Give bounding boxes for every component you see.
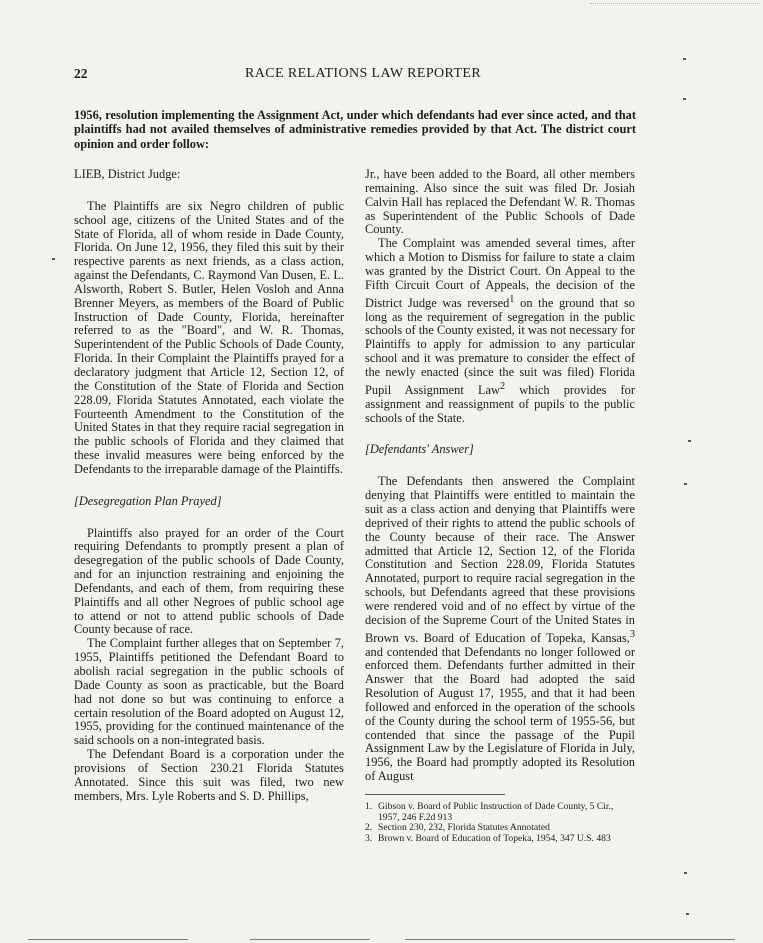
right-column <box>365 168 635 844</box>
right-paragraph-3 <box>365 475 635 784</box>
bottom-scan-line <box>250 939 370 940</box>
right-paragraph-2-text-c: which provides for assignment and reassignment of pupils to the public schools of the State. <box>365 382 635 425</box>
footnote-text: Brown v. Board of Education of Topeka, 1954, 347 U.S. 483 <box>378 832 611 844</box>
scan-speck <box>683 58 686 60</box>
footnote-text: Gibson v. Board of Public Instruction of Dade County, 5 Cir., 1957, 246 F.2d 913 <box>378 800 614 823</box>
footnote-ref-1: 1 <box>509 293 515 305</box>
footnote-rule <box>365 794 505 795</box>
footnotes-list <box>365 802 635 844</box>
footnote-number: 1. <box>365 800 373 812</box>
scan-speck <box>683 98 686 100</box>
footnote-number: 2. <box>365 822 373 834</box>
bottom-scan-line <box>405 939 735 940</box>
left-paragraph-1: The Plaintiffs are six Negro children of public school age, citizens of the United States and of the State of Florida, all of whom reside in Dade County, Florida. On June 12, 1956, they filed this suit by their respective parents as next friends, as a class action, against the Defendants, C. Raymond Van Dusen, E. L. Alsworth, Robert S. Butler, Helen Vosloh and Anna Brenner Meyers, as members of the Board of Public Instruction of Dade County, Florida, hereinafter referred to as the "Board", and W. R. Thomas, Superintendent of the Public Schools of Dade County, Florida. In their Complaint the Plaintiffs prayed for a declaratory judgment that Article 12, Section 12, of the Constitution of the State of Florida and Section 228.09, Florida Statutes Annotated, each violate the Fourteenth Amendment to the Constitution of the United States in that they require racial segregation in the public schools of Florida and they claimed that these invalid measures were being enforced by the Defendants to the irreparable damage of the Plaintiffs. <box>74 198 344 476</box>
footnote-text: Section 230, 232, Florida Statutes Annotated <box>378 822 550 834</box>
running-head: RACE RELATIONS LAW REPORTER <box>245 66 482 81</box>
scan-speck <box>684 483 687 485</box>
left-paragraph-2: Plaintiffs also prayed for an order of the Court requiring Defendants to promptly present a plan of desegregation of the public schools of Dade County, and for an injunction restraining and enjoining the Defendants, and each of them, from requiring these Plaintiffs and all other Negroes of public school age to attend or not to attend public schools of Dade County because of race. <box>74 525 344 637</box>
bottom-scan-line <box>28 939 188 940</box>
judge-line: LIEB, District Judge: <box>74 167 181 181</box>
right-paragraph-3-text-a: The Defendants then answered the Complaint denying that Plaintiffs were entitled to maintain the suit as a class action and denying that Plaintiffs were deprived of their rights to attend the public schools of the County because of their race. The Answer admitted that Article 12, Section 12, of the Florida Constitution and Section 228.09, Florida Statutes Annotated, purport to require racial segregation in the schools, but Defendants agreed that these provisions were rendered void and of no effect by virtue of the decision of the Supreme Court of the United States in Brown vs. Board of Education of Topeka, Kansas, <box>365 474 635 645</box>
right-paragraph-2-text-b: on the ground that so long as the requirement of segregation in the public schools of the County existed, it was not necessary for Plaintiffs to apply for admission to any particular school and it was premature to consider the effect of the newly enacted (since the suit was filed) Florida Pupil Assignment Law <box>365 295 635 397</box>
left-paragraph-4: The Defendant Board is a corporation under the provisions of Section 230.21 Florida Statutes Annotated. Since this suit was filed, two new members, Mrs. Lyle Roberts and S. D. Phillips, <box>74 747 344 803</box>
subheading-defendants-answer: [Defendants' Answer] <box>365 442 474 457</box>
left-paragraph-3: The Complaint further alleges that on September 7, 1955, Plaintiffs petitioned the Defendant Board to abolish racial segregation in the public schools of Dade County as soon as practicable, but the Board had not done so but was continuing to enforce a certain resolution of the Board adopted on August 12, 1955, providing for the continued maintenance of the said schools on a non-integrated basis. <box>74 636 344 748</box>
intro-paragraph: 1956, resolution implementing the Assignment Act, under which defendants had ever since acted, and that plaintiffs had not availed themselves of administrative remedies provided by that Act. The district court opinion and order follow: <box>74 108 636 151</box>
footnote-item <box>365 802 635 823</box>
right-paragraph-1: Jr., have been added to the Board, all other members remaining. Also since the suit was filed Dr. Josiah Calvin Hall has replaced the Defendant W. R. Thomas as Superintendent of the Public Schools of Dade County. <box>365 167 635 237</box>
footnote-ref-2: 2 <box>499 380 506 392</box>
scan-speck <box>688 440 691 442</box>
page-header <box>0 66 763 86</box>
left-column <box>74 168 344 803</box>
footnote-item <box>365 834 635 845</box>
right-paragraph-2-text-a: The Complaint was amended several times, after which a Motion to Dismiss for failure to state a claim was granted by the District Court. On Appeal to the Fifth Circuit Court of Appeals, the decision of the District Judge was reversed <box>365 236 635 310</box>
footnote-ref-3: 3 <box>629 628 635 640</box>
right-paragraph-3-text-b: and contended that Defendants no longer followed or enforced them. Defendants further admitted in their Answer that the Board had adopted the said Resolution of August 17, 1955, and that it had been followed and enforced in the operation of the schools of the County during the school term of 1955-56, but contended that since the passage of the Pupil Assignment Law by the Legislature of Florida in July, 1956, the Board had promptly adopted its Resolution of August <box>365 644 635 784</box>
scan-speck <box>684 872 687 874</box>
subheading-desegregation-plan: [Desegregation Plan Prayed] <box>74 493 222 508</box>
page-number: 22 <box>74 66 88 81</box>
scan-dotted-edge <box>590 3 760 4</box>
right-paragraph-2 <box>365 237 635 425</box>
scan-speck <box>52 258 55 260</box>
scan-speck <box>686 913 689 915</box>
footnote-number: 3. <box>365 832 373 844</box>
